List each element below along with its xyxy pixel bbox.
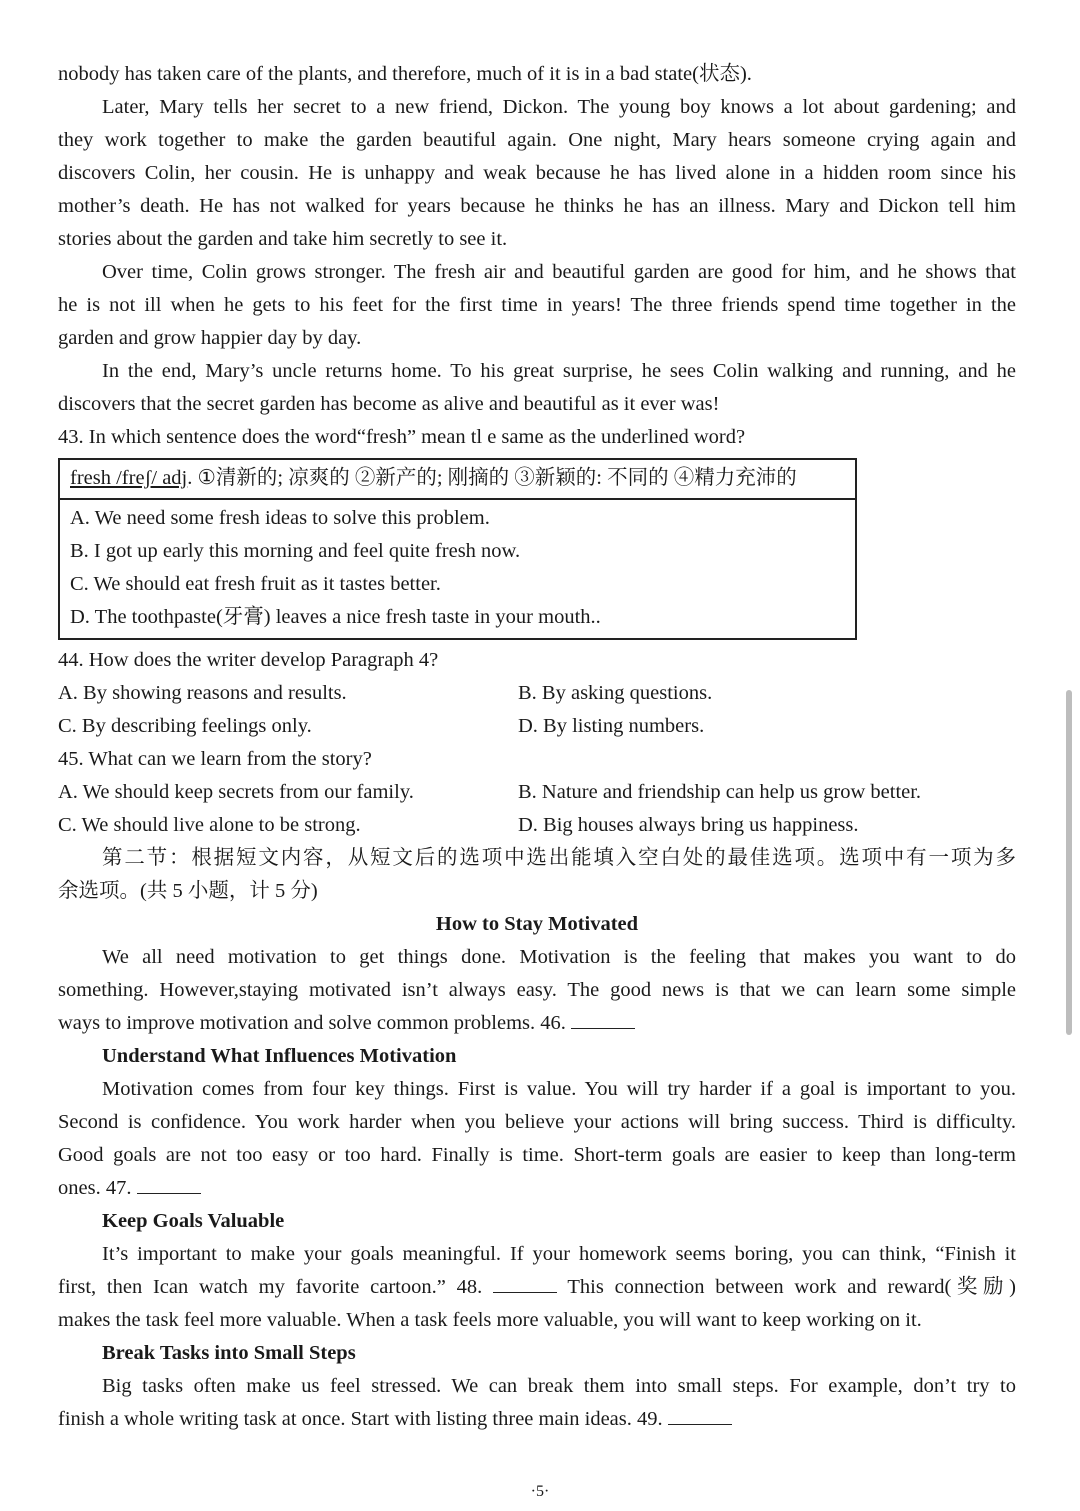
section-instruction: 第二节：根据短文内容，从短文后的选项中选出能填入空白处的最佳选项。选项中有一项为多 (102, 847, 1016, 869)
glossary-header (60, 460, 855, 500)
text-line: first, then Ican watch my favorite cartoon.” 48. This connection between work and reward(奖励) (58, 1276, 1017, 1298)
text-line: ones. 47. (58, 1172, 1016, 1205)
scrollbar[interactable] (1066, 690, 1072, 1035)
answer-blank-47 (137, 1175, 201, 1194)
page-number: ·5· (530, 1483, 550, 1500)
text-line: he is not ill when he gets to his feet for the first time in years! The three friends spend time together in the (58, 294, 1016, 316)
answer-blank-46 (571, 1010, 635, 1029)
option-d: D. The toothpaste(牙膏) leaves a nice fresh taste in your mouth.. (70, 606, 601, 628)
text-line: We all need motivation to get things done. Motivation is the feeling that makes you want to do (102, 946, 1016, 968)
text-line: ways to improve motivation and solve common problems. 46. (58, 1007, 1016, 1040)
option-d: D. By listing numbers. (518, 715, 705, 737)
option-b: B. Nature and friendship can help us grow better. (518, 781, 922, 803)
glossary-word: fresh /freʃ/ adj (70, 467, 188, 489)
passage-title: How to Stay Motivated (435, 913, 639, 935)
text-line: Motivation comes from four key things. First is value. You will try harder if a goal is important to you. (102, 1078, 1016, 1100)
text-line: finish a whole writing task at once. Start with listing three main ideas. 49. (58, 1403, 1016, 1436)
option-a: A. We need some fresh ideas to solve this problem. (70, 507, 490, 529)
text-line: mother’s death. He has not walked for years because he thinks he has an illness. Mary and Dickon tell him (58, 195, 1016, 217)
text-line: nobody has taken care of the plants, and therefore, much of it is in a bad state(状态). (58, 63, 752, 85)
subheading: Understand What Influences Motivation (102, 1045, 457, 1067)
text-line: In the end, Mary’s uncle returns home. To his great surprise, he sees Colin walking and running, and he (102, 360, 1016, 382)
text-line: Good goals are not too easy or too hard. Finally is time. Short-term goals are easier to keep than long-term (58, 1144, 1016, 1166)
options-row (58, 809, 1016, 842)
option-d: D. Big houses always bring us happiness. (518, 814, 859, 836)
option-c: C. We should eat fresh fruit as it tastes better. (70, 573, 441, 595)
answer-blank-48 (493, 1274, 557, 1293)
option-c: C. We should live alone to be strong. (58, 814, 361, 836)
glossary-definitions: . ①清新的; 凉爽的 ②新产的; 刚摘的 ③新颖的: 不同的 ④精力充沛的 (187, 467, 797, 489)
option-a: A. We should keep secrets from our family. (58, 781, 414, 803)
option-b: B. I got up early this morning and feel quite fresh now. (70, 540, 521, 562)
question-45-stem: 45. What can we learn from the story? (58, 748, 372, 770)
text-line: garden and grow happier day by day. (58, 327, 362, 349)
text-line: Big tasks often make us feel stressed. We can break them into small steps. For example, don’t try to (102, 1375, 1016, 1397)
option-b: B. By asking questions. (518, 682, 713, 704)
question-44-stem: 44. How does the writer develop Paragraph 4? (58, 649, 439, 671)
option-a: A. By showing reasons and results. (58, 682, 347, 704)
option-c: C. By describing feelings only. (58, 715, 312, 737)
text-line: Later, Mary tells her secret to a new friend, Dickon. The young boy knows a lot about gardening; and (102, 96, 1016, 118)
text-line: discovers Colin, her cousin. He is unhappy and weak because he has lived alone in a hidden room since his (58, 162, 1016, 184)
text-line: It’s important to make your goals meaningful. If your homework seems boring, you can think, “Finish it (102, 1243, 1016, 1265)
glossary-box (58, 458, 857, 640)
options-row (58, 776, 1016, 809)
glossary-options (60, 500, 855, 638)
options-row (58, 710, 1016, 743)
text-line: Over time, Colin grows stronger. The fresh air and beautiful garden are good for him, and he shows that (102, 261, 1016, 283)
text-line: stories about the garden and take him secretly to see it. (58, 228, 508, 250)
text-line: Second is confidence. You work harder when you believe your actions will bring success. Third is difficulty. (58, 1111, 1016, 1133)
question-43-stem: 43. In which sentence does the word“fresh” mean tl e same as the underlined word? (58, 426, 746, 448)
text-line: makes the task feel more valuable. When a task feels more valuable, you will want to keep working on it. (58, 1309, 922, 1331)
subheading: Break Tasks into Small Steps (102, 1342, 356, 1364)
options-row (58, 677, 1016, 710)
section-instruction: 余选项。(共 5 小题，计 5 分) (58, 880, 318, 902)
text-line: discovers that the secret garden has become as alive and beautiful as it ever was! (58, 393, 720, 415)
text-line: they work together to make the garden beautiful again. One night, Mary hears someone crying again and (58, 129, 1016, 151)
answer-blank-49 (668, 1406, 732, 1425)
exam-page (58, 58, 1016, 1436)
text-line: something. However,staying motivated isn’t always easy. The good news is that we can learn some simple (58, 979, 1016, 1001)
subheading: Keep Goals Valuable (102, 1210, 285, 1232)
